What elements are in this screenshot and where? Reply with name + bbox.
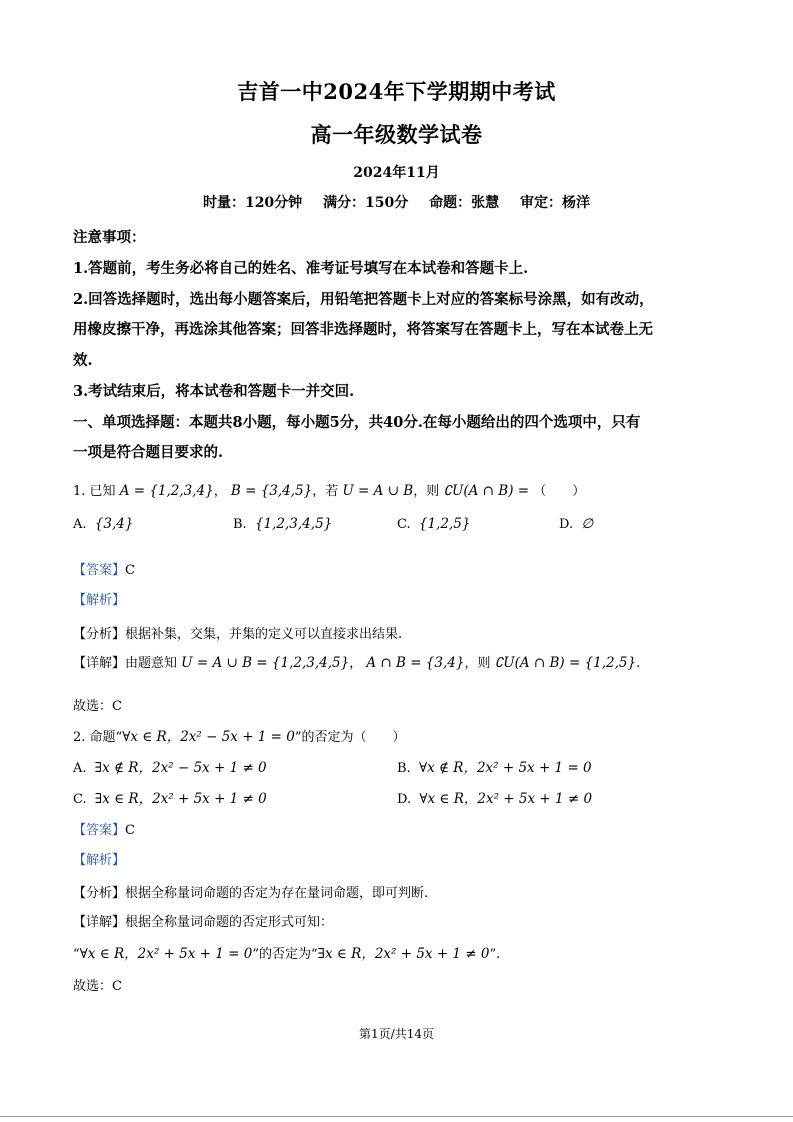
option-value: {3,4} <box>94 516 134 532</box>
q1-set-b: B = {3,4,5} <box>230 483 313 499</box>
note-3: 3.考试结束后，将本试卷和答题卡一并交回. <box>73 383 355 400</box>
xiangjie-math-2: A ∩ B = {3,4} <box>366 655 465 671</box>
answer-value: C <box>125 823 135 838</box>
quote-open: “ <box>73 947 80 962</box>
q1-fenxi <box>73 623 402 642</box>
xiangjie-tag: 【详解】 <box>73 656 126 671</box>
analysis-tag: 【解析】 <box>73 593 126 608</box>
q2-choose: 故选：C <box>73 979 122 994</box>
xiangjie-text: 根据全称量词命题的否定形式可知： <box>125 915 334 930</box>
notes-heading: 注意事项： <box>73 229 146 246</box>
option-value: ∀x ∈ R，2x² + 5x + 1 ≠ 0 <box>419 791 593 807</box>
xiangjie-prefix: 由题意知 <box>125 656 178 671</box>
fenxi-tag: 【分析】 <box>73 886 126 901</box>
xiangjie-math-3: ∁U(A ∩ B) = {1,2,5} <box>494 655 637 671</box>
negation-end: ”. <box>489 947 501 962</box>
q2-fenxi <box>73 882 428 901</box>
q1-option-b <box>233 516 332 532</box>
bottom-divider <box>0 1116 793 1117</box>
answer-tag: 【答案】 <box>73 563 126 578</box>
negation-result: ∃x ∈ R，2x² + 5x + 1 ≠ 0 <box>317 946 490 962</box>
option-label: A. <box>73 761 87 776</box>
q1-stem: 1. 已知 A = {1,2,3,4}， B = {3,4,5}，若 U = A ∪ B，则 ∁U(A ∩ B) = （ ） <box>73 483 586 499</box>
q1-answer <box>73 559 135 578</box>
note-2-line2: 用橡皮擦干净，再选涂其他答案；回答非选择题时，将答案写在答题卡上，写在本试卷上无 <box>73 321 653 338</box>
q1-option-d <box>559 516 593 532</box>
q1-cond-word: ，若 <box>312 484 339 499</box>
q1-cond: U = A ∪ B <box>342 483 414 499</box>
option-label: D. <box>559 517 574 532</box>
fenxi-text: 根据补集，交集，并集的定义可以直接求出结果. <box>125 627 403 642</box>
q2-negation-line <box>73 942 500 962</box>
option-label: C. <box>397 517 411 532</box>
note-2-line3: 效. <box>73 352 93 369</box>
q2-xiangjie <box>73 911 333 930</box>
option-value: ∃x ∈ R，2x² + 5x + 1 ≠ 0 <box>94 791 267 807</box>
q2-prefix: 2. 命题“ <box>73 730 123 745</box>
option-value: {1,2,5} <box>418 516 471 532</box>
q2-option-a <box>73 756 267 776</box>
meta-author: 命题：张慧 <box>429 195 500 211</box>
note-1: 1.答题前，考生务必将自己的姓名、准考证号填写在本试卷和答题卡上. <box>73 260 529 277</box>
q2-option-c <box>73 787 267 807</box>
page-number: 第1页/共14页 <box>359 1027 434 1041</box>
option-label: B. <box>397 761 411 776</box>
xiangjie-tag: 【详解】 <box>73 915 126 930</box>
q2-answer <box>73 819 135 838</box>
q1-xiangjie: 【详解】由题意知 U = A ∪ B = {1,2,3,4,5}， A ∩ B = {3,4}，则 ∁U(A ∩ B) = {1,2,5}. <box>73 655 641 671</box>
q2-option-b <box>397 756 592 776</box>
fenxi-tag: 【分析】 <box>73 627 126 642</box>
note-2-line1: 2.回答选择题时，选出每小题答案后，用铅笔把答题卡上对应的答案标号涂黑，如有改动， <box>73 291 654 308</box>
exam-meta <box>0 192 793 212</box>
q1-prefix: 1. 已知 <box>73 484 116 499</box>
option-label: A. <box>73 517 87 532</box>
analysis-tag: 【解析】 <box>73 853 126 868</box>
q2-analysis-tag <box>73 849 125 868</box>
q1-set-a: A = {1,2,3,4} <box>119 483 214 499</box>
q2-stem <box>73 725 406 745</box>
option-label: B. <box>233 517 247 532</box>
option-value: ∀x ∉ R，2x² + 5x + 1 = 0 <box>418 760 592 776</box>
q1-paren: （ ） <box>533 484 586 499</box>
answer-tag: 【答案】 <box>73 823 126 838</box>
exam-title: 吉首一中2024年下学期期中考试 <box>237 79 556 104</box>
option-value: ∅ <box>581 516 594 532</box>
xiangjie-math-1: U = A ∪ B = {1,2,3,4,5} <box>181 655 350 671</box>
q1-option-c <box>397 516 470 532</box>
meta-reviewer: 审定：杨洋 <box>520 195 591 211</box>
q2-math: ∀x ∈ R，2x² − 5x + 1 = 0 <box>122 729 295 745</box>
q1-choose: 故选：C <box>73 699 122 714</box>
option-label: D. <box>397 792 412 807</box>
negation-mid: ”的否定为“ <box>252 947 318 962</box>
option-value: ∃x ∉ R，2x² − 5x + 1 ≠ 0 <box>94 760 267 776</box>
q1-expr: ∁U(A ∩ B) = <box>443 483 530 499</box>
exam-subtitle: 高一年级数学试卷 <box>310 122 483 147</box>
option-label: C. <box>73 792 87 807</box>
q1-then-word: ，则 <box>413 484 440 499</box>
fenxi-text: 根据全称量词命题的否定为存在量词命题，即可判断. <box>125 886 429 901</box>
q1-analysis-tag <box>73 589 125 608</box>
q1-option-a <box>73 516 133 532</box>
negation-original: ∀x ∈ R，2x² + 5x + 1 = 0 <box>79 946 253 962</box>
q2-suffix: ”的否定为（ ） <box>294 730 406 745</box>
section-heading-line2: 一项是符合题目要求的. <box>73 444 224 461</box>
exam-date: 2024年11月 <box>353 165 440 181</box>
section-heading-line1: 一、单项选择题：本题共8小题，每小题5分，共40分.在每小题给出的四个选项中，只有 <box>73 414 641 431</box>
meta-score: 满分：150分 <box>323 195 409 211</box>
answer-value: C <box>125 563 135 578</box>
option-value: {1,2,3,4,5} <box>254 516 333 532</box>
q2-option-d <box>397 787 592 807</box>
xiangjie-then: ，则 <box>464 656 491 671</box>
meta-time: 时量：120分钟 <box>202 195 303 211</box>
